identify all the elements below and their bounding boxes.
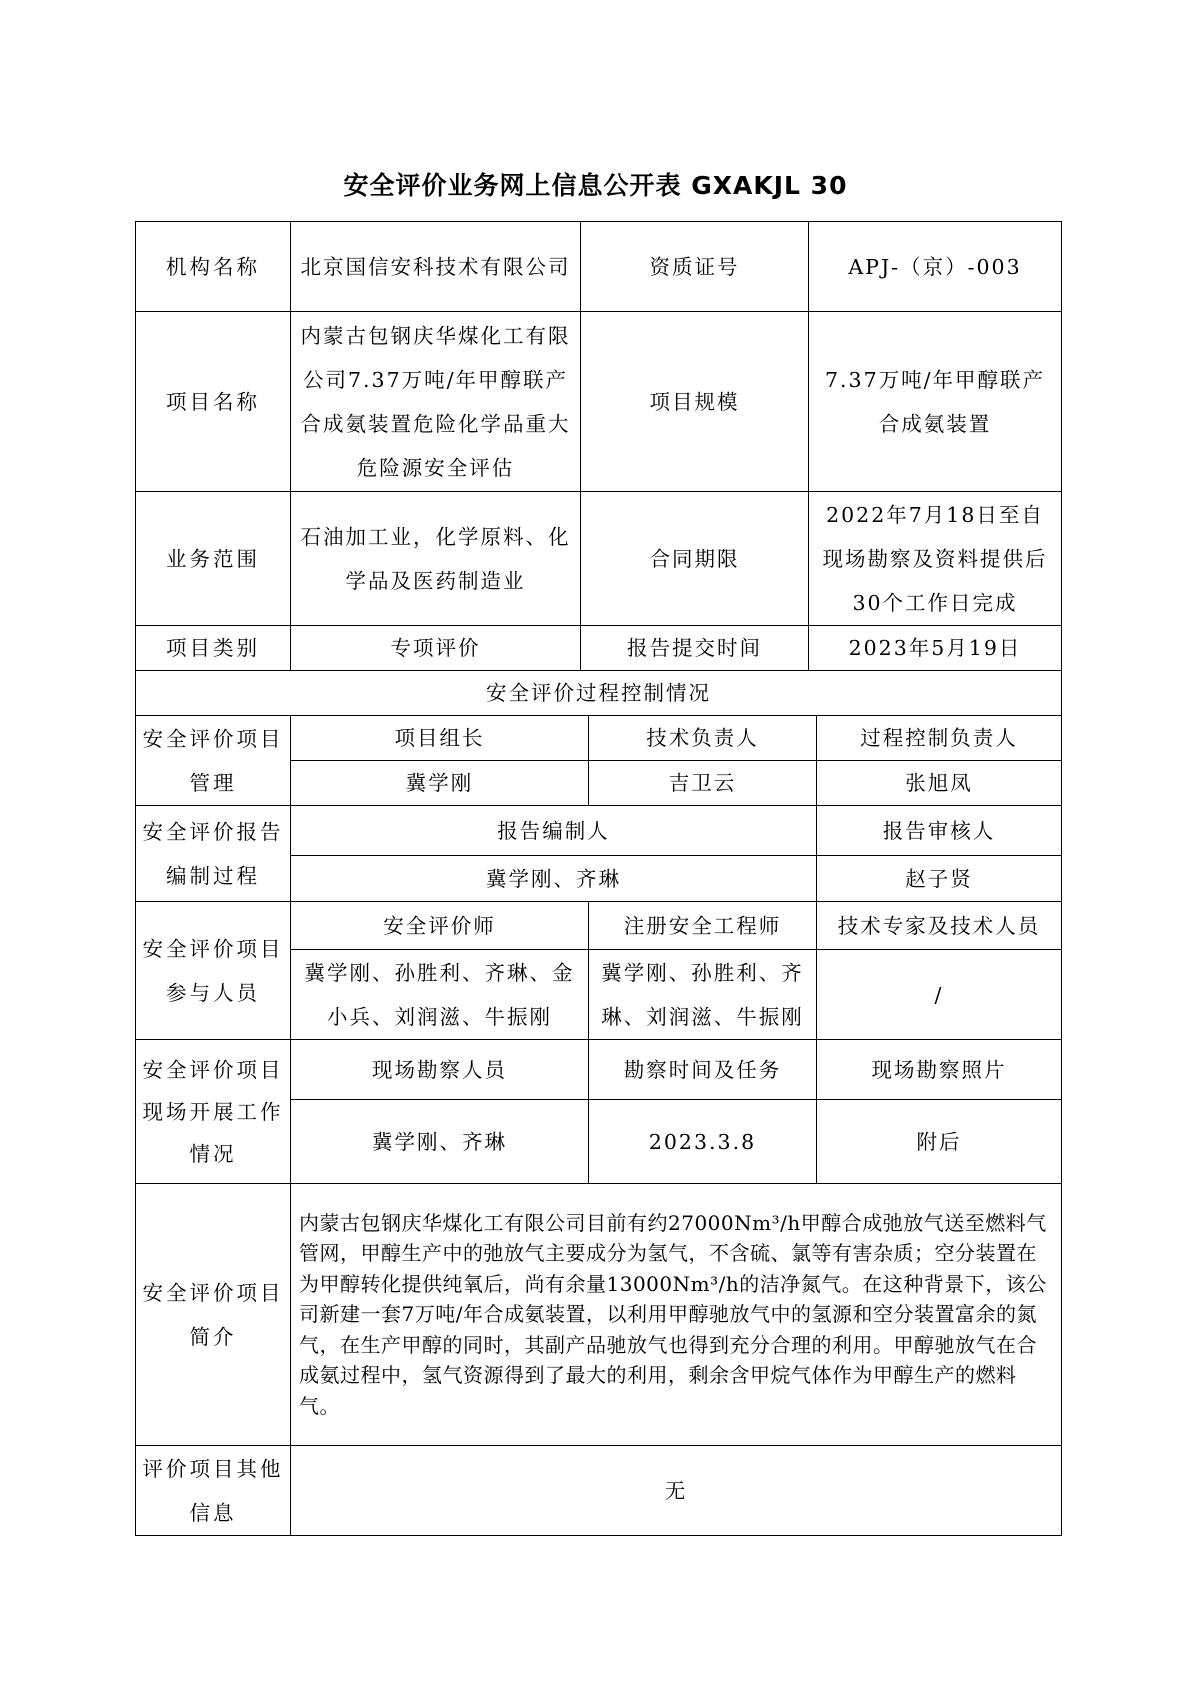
management-value: 冀学刚 — [291, 761, 589, 806]
site-label: 安全评价项目现场开展工作情况 — [136, 1040, 291, 1184]
project-name-value: 内蒙古包钢庆华煤化工有限公司7.37万吨/年甲醇联产合成氨装置危险化学品重大危险源安全评估 — [291, 312, 581, 492]
row-site-headers — [136, 1040, 1062, 1100]
participants-label: 安全评价项目参与人员 — [136, 902, 291, 1040]
site-value: 冀学刚、齐琳 — [291, 1100, 589, 1184]
management-header: 过程控制负责人 — [817, 716, 1062, 761]
intro-label: 安全评价项目简介 — [136, 1184, 291, 1446]
site-header: 现场勘察人员 — [291, 1040, 589, 1100]
management-header: 项目组长 — [291, 716, 589, 761]
row-other — [136, 1446, 1062, 1536]
participants-header: 安全评价师 — [291, 902, 589, 950]
org-label: 机构名称 — [136, 222, 291, 312]
row-category — [136, 626, 1062, 671]
report-value: 赵子贤 — [817, 856, 1062, 902]
participants-value: 冀学刚、孙胜利、齐琳、金小兵、刘润滋、牛振刚 — [291, 950, 589, 1040]
row-report-headers — [136, 806, 1062, 856]
row-project — [136, 312, 1062, 492]
management-value: 吉卫云 — [589, 761, 817, 806]
other-value: 无 — [291, 1446, 1062, 1536]
intro-text: 内蒙古包钢庆华煤化工有限公司目前有约27000Nm³/h甲醇合成弛放气送至燃料气管网，甲醇生产中的弛放气主要成分为氢气，不含硫、氯等有害杂质；空分装置在为甲醇转化提供纯氧后，尚有余量13000Nm³/h的洁净氮气。在这种背景下，该公司新建一套7万吨/年合成氨装置，以利用甲醇驰放气中的氢源和空分装置富余的氮气，在生产甲醇的同时，其副产品驰放气也得到充分合理的利用。甲醇驰放气在合成氨过程中，氢气资源得到了最大的利用，剩余含甲烷气体作为甲醇生产的燃料气。 — [291, 1184, 1062, 1446]
site-value: 附后 — [817, 1100, 1062, 1184]
row-org — [136, 222, 1062, 312]
submit-value: 2023年5月19日 — [809, 626, 1062, 671]
management-value: 张旭凤 — [817, 761, 1062, 806]
project-scale-label: 项目规模 — [581, 312, 809, 492]
row-section-title — [136, 671, 1062, 716]
scope-label: 业务范围 — [136, 492, 291, 626]
document-title: 安全评价业务网上信息公开表 GXAKJL 30 — [343, 171, 848, 200]
cert-value: APJ-（京）-003 — [809, 222, 1062, 312]
submit-label: 报告提交时间 — [581, 626, 809, 671]
process-section-title: 安全评价过程控制情况 — [136, 671, 1062, 716]
project-name-label: 项目名称 — [136, 312, 291, 492]
participants-value: 冀学刚、孙胜利、齐琳、刘润滋、牛振刚 — [589, 950, 817, 1040]
category-value: 专项评价 — [291, 626, 581, 671]
report-header: 报告审核人 — [817, 806, 1062, 856]
row-scope — [136, 492, 1062, 626]
org-value: 北京国信安科技术有限公司 — [291, 222, 581, 312]
participants-header: 注册安全工程师 — [589, 902, 817, 950]
report-header: 报告编制人 — [291, 806, 817, 856]
project-scale-value: 7.37万吨/年甲醇联产合成氨装置 — [809, 312, 1062, 492]
cert-label: 资质证号 — [581, 222, 809, 312]
site-value: 2023.3.8 — [589, 1100, 817, 1184]
row-intro — [136, 1184, 1062, 1446]
participants-header: 技术专家及技术人员 — [817, 902, 1062, 950]
management-label: 安全评价项目管理 — [136, 716, 291, 806]
report-value: 冀学刚、齐琳 — [291, 856, 817, 902]
participants-value: / — [817, 950, 1062, 1040]
scope-value: 石油加工业，化学原料、化学品及医药制造业 — [291, 492, 581, 626]
row-management-headers — [136, 716, 1062, 761]
contract-label: 合同期限 — [581, 492, 809, 626]
info-table — [135, 221, 1062, 1536]
row-participants-headers — [136, 902, 1062, 950]
category-label: 项目类别 — [136, 626, 291, 671]
contract-value: 2022年7月18日至自现场勘察及资料提供后30个工作日完成 — [809, 492, 1062, 626]
site-header: 勘察时间及任务 — [589, 1040, 817, 1100]
site-header: 现场勘察照片 — [817, 1040, 1062, 1100]
management-header: 技术负责人 — [589, 716, 817, 761]
report-label: 安全评价报告编制过程 — [136, 806, 291, 902]
other-label: 评价项目其他信息 — [136, 1446, 291, 1536]
